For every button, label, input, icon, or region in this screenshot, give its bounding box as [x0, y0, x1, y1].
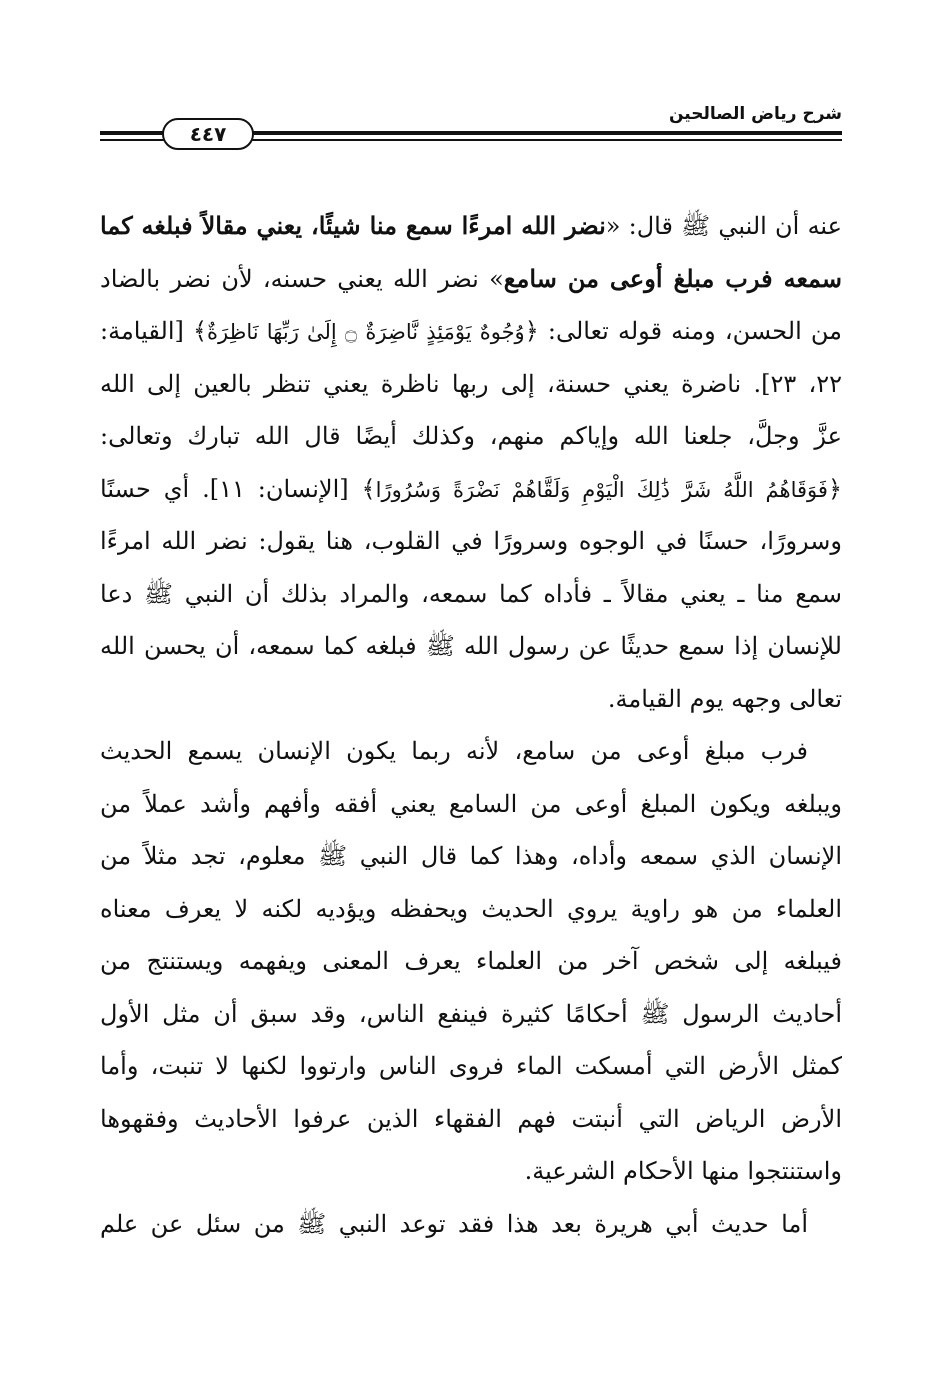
text-segment: الأرض الرياض التي أنبتت فهم الفقهاء الذين عرفوا الأحاديث وفقهوها [100, 1104, 842, 1133]
text-segment: العلماء من هو راوية يروي الحديث ويحفظه ويؤديه لكنه لا يعرف معناه [100, 894, 842, 923]
text-segment: » نضر الله يعني حسنه، لأن نضر بالضاد [100, 264, 504, 293]
page-number-badge: ٤٤٧ [162, 118, 254, 150]
text-line [100, 935, 842, 988]
text-segment: عزَّ وجلَّ، جلعنا الله وإياكم منهم، وكذلك أيضًا قال الله تبارك وتعالى: [100, 422, 842, 450]
running-header [100, 104, 842, 154]
text-segment: من الحسن، ومنه قوله تعالى: ﴿ [524, 317, 842, 345]
text-line [100, 620, 842, 673]
text-line [100, 1145, 842, 1198]
text-line [100, 988, 842, 1041]
text-line [100, 1093, 842, 1146]
text-line [100, 830, 842, 883]
text-line [100, 253, 842, 306]
text-line [100, 725, 842, 778]
text-segment: ﴾ [القيامة: [100, 317, 208, 345]
text-line [100, 568, 842, 621]
page-body [100, 200, 842, 1250]
text-line [100, 515, 842, 568]
text-line [100, 463, 842, 516]
text-segment: للإنسان إذا سمع حديثًا عن رسول الله ﷺ فبلغه كما سمعه، أن يحسن الله [100, 632, 842, 660]
text-line [100, 1198, 842, 1251]
quran-verse: فَوَقَاهُمُ اللَّهُ شَرَّ ذَٰلِكَ الْيَوْمِ وَلَقَّاهُمْ نَضْرَةً وَسُرُورًا [375, 477, 828, 502]
text-line [100, 778, 842, 831]
text-segment: واستنتجوا منها الأحكام الشرعية. [524, 1157, 842, 1185]
text-segment: ٢٢، ٢٣]. ناضرة يعني حسنة، إلى ربها ناظرة يعني تنظر بالعين إلى الله [100, 369, 842, 398]
text-segment: أحاديث الرسول ﷺ أحكامًا كثيرة فينفع الناس، وقد سبق أن مثل الأول [100, 999, 842, 1028]
text-segment: أما حديث أبي هريرة بعد هذا فقد توعد النبي ﷺ من سئل عن علم [100, 1209, 808, 1238]
text-line [100, 410, 842, 463]
text-segment: وسرورًا، حسنًا في الوجوه وسرورًا في القلوب، هنا يقول: نضر الله امرءًا [100, 527, 842, 555]
text-segment: ويبلغه ويكون المبلغ أوعى من السامع يعني أفقه وأفهم وأشد عملاً من [100, 789, 842, 818]
text-segment: ﴿ [827, 474, 842, 503]
text-segment: عنه أن النبي ﷺ قال: « [605, 212, 842, 240]
hadith-text: نضر الله امرءًا سمع منا شيئًا، يعني مقالاً فبلغه كما [100, 211, 606, 240]
text-line [100, 673, 842, 726]
text-line [100, 305, 842, 358]
text-line [100, 200, 842, 253]
text-segment: فيبلغه إلى شخص آخر من العلماء يعرف المعنى ويفهمه ويستنتج من [100, 947, 842, 975]
quran-verse: وُجُوهٌ يَوْمَئِذٍ نَّاضِرَةٌ ۝ إِلَىٰ رَبِّهَا نَاظِرَةٌ [207, 320, 525, 344]
text-line [100, 358, 842, 411]
text-segment: تعالى وجهه يوم القيامة. [607, 684, 842, 713]
text-segment: كمثل الأرض التي أمسكت الماء فروى الناس وارتووا لكنها لا تنبت، وأما [100, 1052, 842, 1080]
text-segment: فرب مبلغ أوعى من سامع، لأنه ربما يكون الإنسان يسمع الحديث [100, 737, 808, 765]
text-segment: الإنسان الذي سمعه وأداه، وهذا كما قال النبي ﷺ معلوم، تجد مثلاً من [100, 842, 842, 870]
text-line [100, 1040, 842, 1093]
book-title: شرح رياض الصالحين [668, 104, 842, 124]
text-line [100, 883, 842, 936]
hadith-text: سمعه فرب مبلغ أوعى من سامع [503, 263, 842, 293]
text-segment: ﴾ [الإنسان: ١١]. أي حسنًا [100, 474, 376, 503]
text-segment: سمع منا ـ يعني مقالاً ـ فأداه كما سمعه، والمراد بذلك أن النبي ﷺ دعا [100, 579, 842, 608]
